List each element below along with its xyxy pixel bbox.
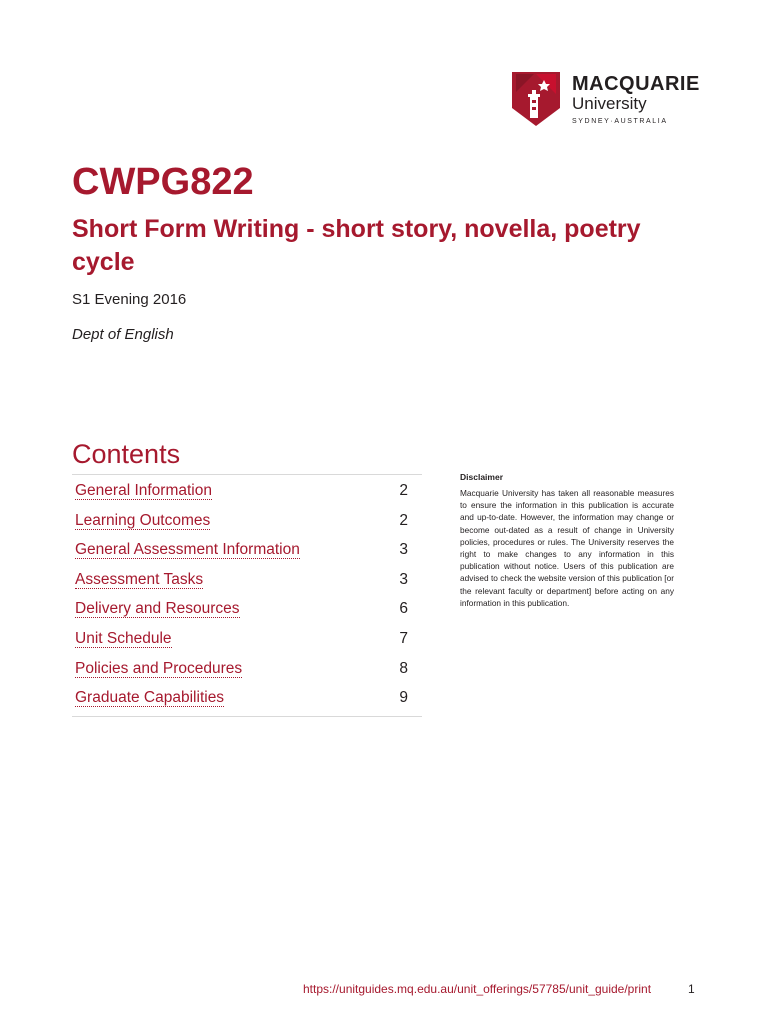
footer-url-link[interactable]: https://unitguides.mq.edu.au/unit_offerings/57785/unit_guide/print (303, 982, 652, 996)
disclaimer-heading: Disclaimer (460, 472, 503, 482)
toc-link-delivery-and-resources[interactable]: Delivery and Resources (75, 600, 240, 618)
toc-link-assessment-tasks[interactable]: Assessment Tasks (75, 570, 204, 588)
toc-page-number: 2 (399, 482, 408, 499)
toc-page-number: 8 (399, 659, 408, 677)
unit-title: Short Form Writing - short story, novella, poetry cycle (72, 215, 641, 276)
contents-heading: Contents (72, 439, 181, 469)
toc-link-graduate-capabilities[interactable]: Graduate Capabilities (75, 689, 225, 707)
page-number: 1 (688, 982, 695, 996)
toc-page-number: 9 (399, 689, 408, 707)
logo-name: MACQUARIE (572, 73, 700, 95)
toc-link-unit-schedule[interactable]: Unit Schedule (75, 629, 172, 647)
toc-item (72, 566, 422, 596)
table-of-contents (72, 474, 422, 717)
unit-session: S1 Evening 2016 (72, 291, 187, 308)
toc-item (72, 655, 422, 685)
disclaimer-text: Macquarie University has taken all reasonable measures to ensure the information in this publication is accurate and up-to-date. However, the information may change or become out-dated as a result of change in University policies, procedures or rules. The University reserves the right to make changes to any information in this publication without notice. Users of this publication are advised to check the website version of this publication [or the relevant faculty or department] before acting on any information in this publication. (460, 488, 674, 608)
toc-page-number: 3 (399, 570, 408, 588)
logo-location: SYDNEY·AUSTRALIA (572, 118, 668, 125)
unit-code: CWPG822 (72, 161, 254, 203)
toc-item (72, 684, 422, 714)
toc-link-policies-and-procedures[interactable]: Policies and Procedures (75, 659, 243, 677)
toc-item (72, 536, 422, 566)
logo-wordmark (572, 74, 700, 128)
toc-page-number: 2 (399, 511, 408, 529)
toc-item (72, 595, 422, 625)
toc-link-general-assessment-information[interactable]: General Assessment Information (75, 541, 300, 559)
toc-page-number: 3 (399, 541, 408, 559)
logo-subtitle: University (572, 94, 647, 113)
macquarie-logo (512, 72, 702, 126)
toc-item (72, 625, 422, 655)
toc-item (72, 477, 422, 507)
toc-link-learning-outcomes[interactable]: Learning Outcomes (75, 511, 211, 529)
toc-page-number: 7 (399, 629, 408, 647)
toc-item (72, 507, 422, 537)
disclaimer (460, 471, 674, 609)
university-crest-icon (512, 72, 560, 126)
toc-link-general-information[interactable]: General Information (75, 482, 212, 499)
unit-department: Dept of English (72, 326, 174, 343)
toc-page-number: 6 (399, 600, 408, 618)
